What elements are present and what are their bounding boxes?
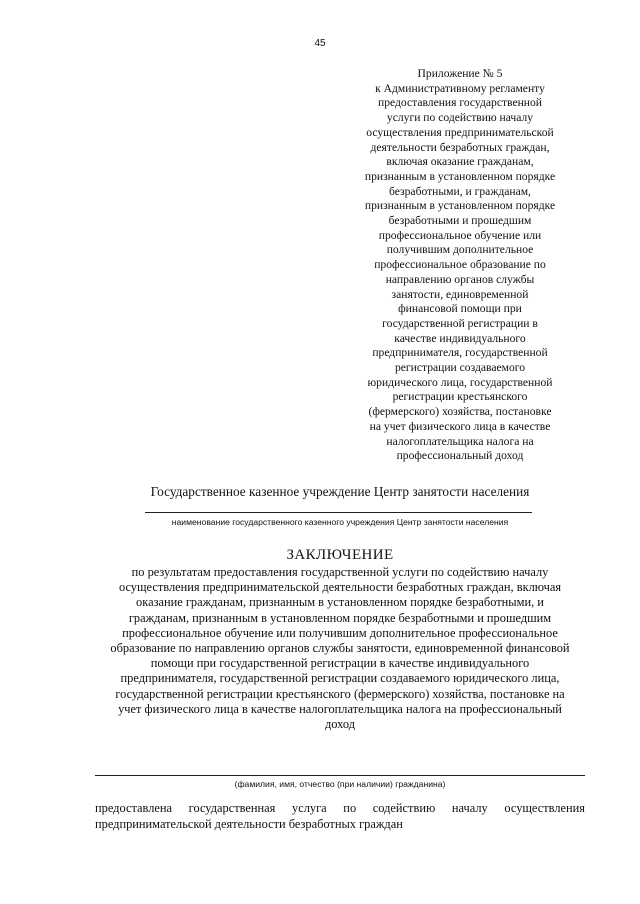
subtitle-line: помощи при государственной регистрации в качестве индивидуального bbox=[150, 656, 530, 671]
appendix-line: регистрации крестьянского bbox=[392, 390, 528, 404]
appendix-line: на учет физического лица в качестве bbox=[369, 419, 551, 433]
body-line: предоставлена государственная услуга по содействию началу осуществления bbox=[95, 801, 585, 815]
subtitle-line: по результатам предоставления государственной услуги по содействию началу bbox=[131, 565, 549, 579]
subtitle-line: образование по направлению органов службы занятости, единовременной финансовой bbox=[110, 641, 570, 656]
appendix-line: финансовой помощи при bbox=[398, 302, 522, 316]
appendix-line: налогоплательщика налога на bbox=[386, 434, 534, 448]
subtitle-line: доход bbox=[324, 717, 356, 732]
body-line: предпринимательской деятельности безработных граждан bbox=[95, 816, 403, 831]
appendix-line: занятости, единовременной bbox=[391, 287, 529, 301]
appendix-line: безработными и прошедшим bbox=[388, 214, 532, 228]
appendix-line: осуществления предпринимательской bbox=[366, 125, 554, 139]
institution-name: Государственное казенное учреждение Центр занятости населения bbox=[150, 484, 530, 499]
subtitle-line: государственной регистрации крестьянского (фермерского) хозяйства, постановке на bbox=[115, 686, 565, 701]
subtitle-line: гражданам, признанным в установленном порядке безработными и прошедшим bbox=[128, 610, 552, 625]
appendix-line: предоставления государственной bbox=[378, 96, 542, 110]
subtitle-line: предпринимателя, государственной регистрации создаваемого юридического лица, bbox=[120, 671, 560, 686]
appendix-line: получившим дополнительное bbox=[386, 243, 534, 257]
page-number: 45 bbox=[314, 38, 326, 49]
appendix-line: государственной регистрации в bbox=[382, 316, 538, 330]
appendix-line: предпринимателя, государственной bbox=[372, 346, 548, 360]
appendix-line: направлению органов службы bbox=[385, 272, 535, 286]
appendix-line: (фермерского) хозяйства, постановке bbox=[368, 405, 552, 419]
subtitle-line: профессиональное обучение или получившим дополнительное профессиональное bbox=[122, 625, 558, 640]
applicant-name-line bbox=[95, 775, 585, 776]
subtitle-line: учет физического лица в качестве налогоплательщика налога на профессиональный bbox=[118, 701, 562, 716]
conclusion-subtitle bbox=[90, 565, 590, 732]
appendix-line: признанным в установленном порядке bbox=[364, 199, 556, 213]
institution-underline bbox=[145, 512, 532, 513]
appendix-block bbox=[360, 67, 560, 464]
institution-caption: наименование государственного казенного учреждения Центр занятости населения bbox=[171, 517, 509, 527]
appendix-line: деятельности безработных граждан, bbox=[370, 140, 550, 154]
appendix-line: к Административному регламенту bbox=[375, 81, 545, 95]
appendix-line: услуги по содействию началу bbox=[386, 111, 534, 125]
subtitle-line: оказание гражданам, признанным в установленном порядке безработными, и bbox=[136, 595, 544, 610]
appendix-line: качестве индивидуального bbox=[394, 331, 526, 345]
subtitle-line: осуществления предпринимательской деятельности безработных граждан, включая bbox=[118, 580, 562, 595]
appendix-line: регистрации создаваемого bbox=[394, 361, 526, 375]
appendix-title: Приложение № 5 bbox=[417, 67, 503, 80]
appendix-line: безработными, и гражданам, bbox=[389, 184, 531, 198]
appendix-line: включая оказание гражданам, bbox=[386, 155, 534, 169]
appendix-line: признанным в установленном порядке bbox=[364, 169, 556, 183]
appendix-line: профессиональное образование по bbox=[374, 258, 546, 272]
conclusion-title: ЗАКЛЮЧЕНИЕ bbox=[286, 547, 394, 563]
appendix-line: юридического лица, государственной bbox=[367, 375, 553, 389]
appendix-line: профессиональный доход bbox=[396, 449, 524, 463]
appendix-line: профессиональное обучение или bbox=[378, 228, 542, 242]
applicant-caption: (фамилия, имя, отчество (при наличии) гражданина) bbox=[234, 779, 446, 789]
body-paragraph bbox=[95, 801, 585, 832]
